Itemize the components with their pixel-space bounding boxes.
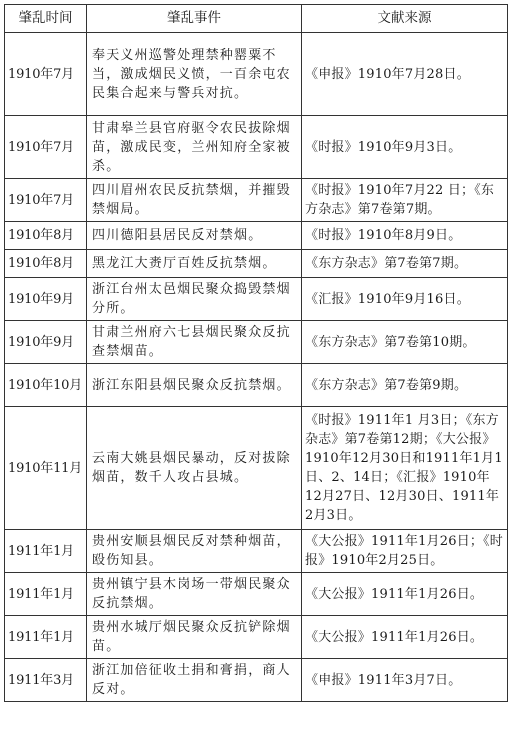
- cell-event: 甘肃兰州府六七县烟民聚众反抗查禁烟苗。: [87, 321, 302, 364]
- cell-event: 甘肃皋兰县官府驱令农民拔除烟苗，激成民变，兰州知府全家被杀。: [87, 116, 302, 179]
- riot-records-table: [4, 4, 508, 702]
- table-row: [5, 321, 508, 364]
- cell-event: 浙江加倍征收土捐和膏捐，商人反对。: [87, 659, 302, 702]
- cell-source: 《大公报》1911年1月26日。: [302, 616, 508, 659]
- header-time: 肇乱时间: [5, 5, 87, 33]
- cell-event: 浙江台州太邑烟民聚众捣毁禁烟分所。: [87, 278, 302, 321]
- cell-date: 1911年1月: [5, 530, 87, 573]
- header-source: 文献来源: [302, 5, 508, 33]
- table-row: [5, 278, 508, 321]
- cell-event: 贵州安顺县烟民反对禁种烟苗，殴伤知县。: [87, 530, 302, 573]
- cell-source: 《东方杂志》第7卷第10期。: [302, 321, 508, 364]
- cell-date: 1911年1月: [5, 573, 87, 616]
- table-row: [5, 573, 508, 616]
- cell-date: 1910年10月: [5, 364, 87, 407]
- cell-source: 《申报》1910年7月28日。: [302, 33, 508, 116]
- cell-event: 四川德阳县居民反对禁烟。: [87, 222, 302, 250]
- cell-date: 1911年1月: [5, 616, 87, 659]
- header-row: [5, 5, 508, 33]
- cell-event: 贵州水城厅烟民聚众反抗铲除烟苗。: [87, 616, 302, 659]
- table-row: [5, 407, 508, 530]
- cell-event: 黑龙江大赉厅百姓反抗禁烟。: [87, 250, 302, 278]
- cell-source: 《申报》1911年3月7日。: [302, 659, 508, 702]
- cell-source: 《大公报》1911年1月26日；《时报》1910年2月25日。: [302, 530, 508, 573]
- cell-date: 1910年7月: [5, 116, 87, 179]
- table-row: [5, 364, 508, 407]
- table-row: [5, 222, 508, 250]
- cell-source: 《东方杂志》第7卷第9期。: [302, 364, 508, 407]
- cell-date: 1910年8月: [5, 250, 87, 278]
- cell-event: 贵州镇宁县木岗场一带烟民聚众反抗禁烟。: [87, 573, 302, 616]
- cell-date: 1911年3月: [5, 659, 87, 702]
- cell-source: 《东方杂志》第7卷第7期。: [302, 250, 508, 278]
- cell-source: 《时报》1911年1 月3日；《东方杂志》第7卷第12期；《大公报》1910年12月30日和1911年1月1日、2、14日；《汇报》1910年12月27日、12月30日、1911年2月3日。: [302, 407, 508, 530]
- cell-event: 四川眉州农民反抗禁烟，并摧毁禁烟局。: [87, 179, 302, 222]
- cell-source: 《时报》1910年7月22 日；《东方杂志》第7卷第7期。: [302, 179, 508, 222]
- table-row: [5, 530, 508, 573]
- cell-event: 奉天义州巡警处理禁种罂粟不当，激成烟民义愤，一百余屯农民集合起来与警兵对抗。: [87, 33, 302, 116]
- cell-date: 1910年8月: [5, 222, 87, 250]
- cell-source: 《汇报》1910年9月16日。: [302, 278, 508, 321]
- cell-source: 《时报》1910年9月3日。: [302, 116, 508, 179]
- cell-date: 1910年11月: [5, 407, 87, 530]
- table-row: [5, 116, 508, 179]
- cell-source: 《时报》1910年8月9日。: [302, 222, 508, 250]
- table-row: [5, 179, 508, 222]
- cell-date: 1910年9月: [5, 278, 87, 321]
- table-row: [5, 33, 508, 116]
- cell-source: 《大公报》1911年1月26日。: [302, 573, 508, 616]
- table-row: [5, 659, 508, 702]
- header-event: 肇乱事件: [87, 5, 302, 33]
- cell-date: 1910年9月: [5, 321, 87, 364]
- table-row: [5, 616, 508, 659]
- cell-date: 1910年7月: [5, 179, 87, 222]
- table-row: [5, 250, 508, 278]
- cell-event: 浙江东阳县烟民聚众反抗禁烟。: [87, 364, 302, 407]
- cell-event: 云南大姚县烟民暴动，反对拔除烟苗，数千人攻占县城。: [87, 407, 302, 530]
- cell-date: 1910年7月: [5, 33, 87, 116]
